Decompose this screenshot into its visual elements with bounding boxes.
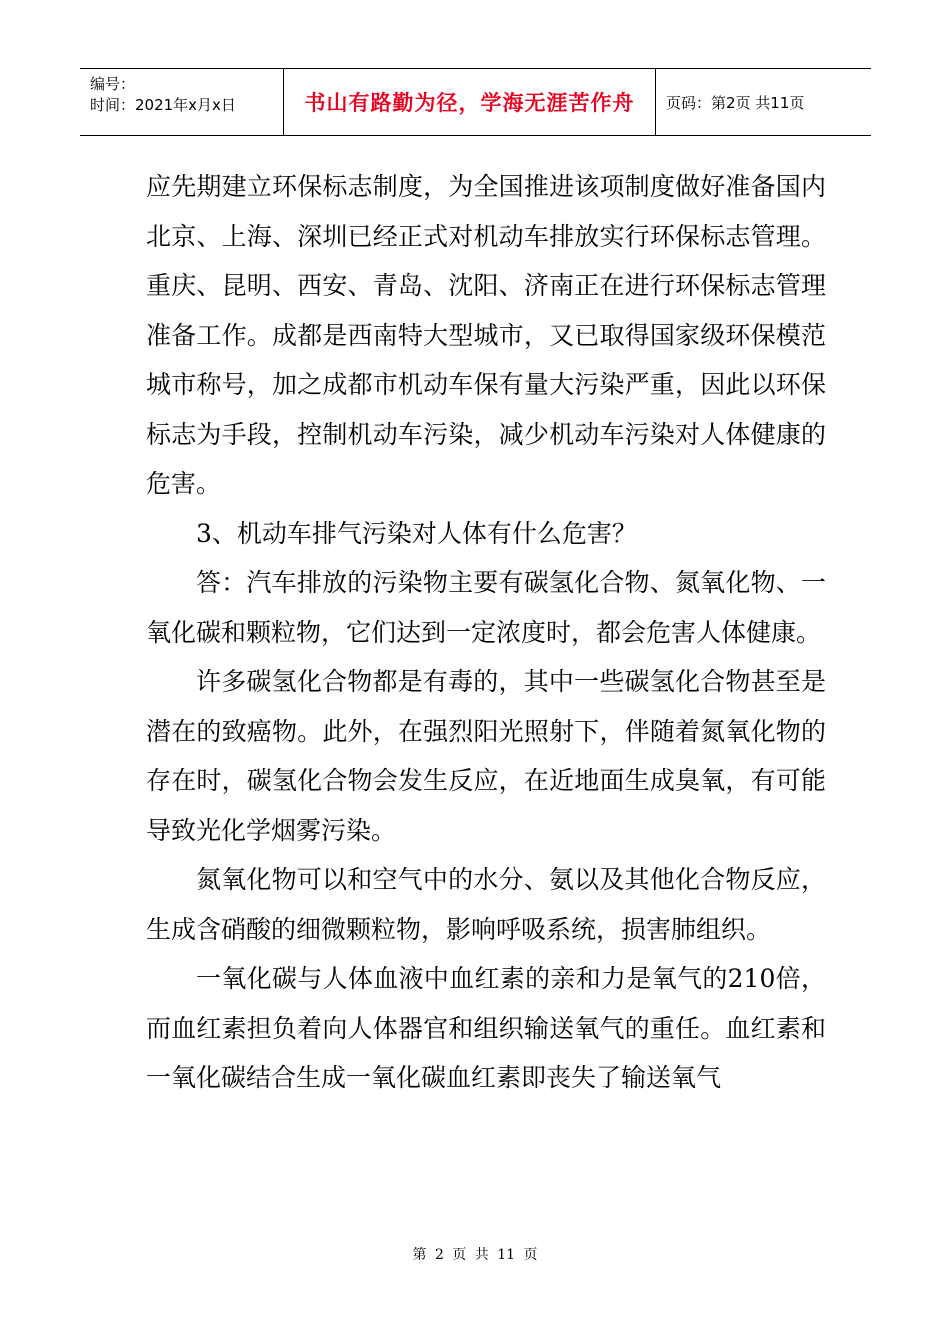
paragraph: 许多碳氢化合物都是有毒的，其中一些碳氢化合物甚至是潜在的致癌物。此外，在强烈阳光照射下，伴随着氮氧化物的存在时，碳氢化合物会发生反应，在近地面生成臭氧，有可能导致光化学烟雾污染。 xyxy=(146,667,826,845)
page-header xyxy=(80,68,871,136)
header-motto: 书山有路勤为径，学海无涯苦作舟 xyxy=(284,69,656,135)
number-label: 编号： xyxy=(90,75,136,93)
document-body xyxy=(146,162,826,1103)
header-page-code: 页码：第2页 共11页 xyxy=(666,93,805,112)
header-meta xyxy=(80,69,284,135)
paragraph: 3、机动车排气污染对人体有什么危害？ xyxy=(196,518,637,548)
paragraph: 氮氧化物可以和空气中的水分、氨以及其他化合物反应，生成含硝酸的细微颗粒物，影响呼吸系统，损害肺组织。 xyxy=(146,865,826,944)
paragraph: 应先期建立环保标志制度，为全国推进该项制度做好准备国内北京、上海、深圳已经正式对机动车排放实行环保标志管理。重庆、昆明、西安、青岛、沈阳、济南正在进行环保标志管理准备工作。成都是西南特大型城市，又已取得国家级环保模范城市称号，加之成都市机动车保有量大污染严重，因此以环保标志为手段，控制机动车污染，减少机动车污染对人体健康的危害。 xyxy=(146,172,826,498)
paragraph: 答：汽车排放的污染物主要有碳氢化合物、氮氧化物、一氧化碳和颗粒物，它们达到一定浓度时，都会危害人体健康。 xyxy=(146,568,826,647)
paragraph: 一氧化碳与人体血液中血红素的亲和力是氧气的210倍，而血红素担负着向人体器官和组织输送氧气的重任。血红素和一氧化碳结合生成一氧化碳血红素即丧失了输送氧气 xyxy=(146,964,826,1092)
page-footer: 第 2 页 共 11 页 xyxy=(412,1247,538,1263)
time-label: 时间：2021年x月x日 xyxy=(90,96,236,114)
